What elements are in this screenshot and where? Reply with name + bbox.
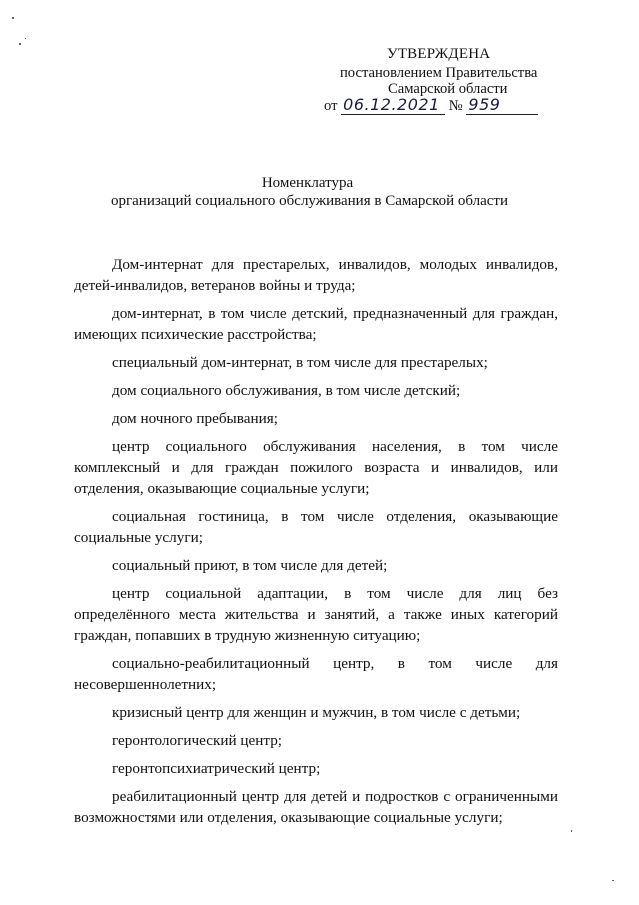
number-prefix: № [448, 98, 463, 114]
approval-region-line: Самарской области [388, 81, 508, 97]
list-item: дом социального обслуживания, в том числе детский; [112, 382, 461, 399]
list-item: реабилитационный центр для детей и подростков с ограниченными возможностями или отделения, оказывающие социальные услуги; [74, 788, 558, 826]
approval-date: 06.12.2021 [343, 95, 440, 114]
scan-speck [19, 43, 21, 45]
list-item: специальный дом-интернат, в том числе для престарелых; [112, 354, 488, 371]
approval-date-row [324, 97, 538, 115]
list-item: геронтопсихиатрический центр; [112, 760, 321, 777]
nomenclature-list [74, 254, 558, 828]
approval-title: УТВЕРЖДЕНА [387, 46, 491, 62]
list-item: кризисный центр для женщин и мужчин, в том числе с детьми; [112, 704, 521, 721]
document-subtitle: организаций социального обслуживания в Самарской области [110, 193, 509, 209]
list-item: центр социальной адаптации, в том числе для лиц без определённого места жительства и занятий, а также иных категорий граждан, попавших в трудную жизненную ситуацию; [74, 585, 558, 644]
list-item: дом ночного пребывания; [112, 410, 278, 427]
approval-date-field [341, 97, 445, 115]
scan-speck [612, 880, 614, 881]
document-title: Номенклатура [261, 175, 354, 191]
list-item: социально-реабилитационный центр, в том числе для несовершеннолетних; [74, 655, 558, 693]
list-item: центр социального обслуживания населения, в том числе комплексный и для граждан пожилого возраста и инвалидов, или отделения, оказывающие социальные услуги; [74, 438, 558, 497]
date-prefix: от [324, 98, 338, 114]
list-item: Дом-интернат для престарелых, инвалидов, молодых инвалидов, детей-инвалидов, ветеранов войны и труда; [74, 256, 558, 294]
approval-issuer-line: постановлением Правительства [340, 65, 538, 81]
scan-speck [25, 38, 26, 39]
list-item: геронтологический центр; [112, 732, 283, 749]
list-item: дом-интернат, в том числе детский, предназначенный для граждан, имеющих психические расстройства; [74, 305, 558, 343]
list-item: социальный приют, в том числе для детей; [112, 557, 388, 574]
scan-speck [12, 17, 14, 19]
scan-speck [571, 830, 572, 832]
list-item: социальная гостиница, в том числе отделения, оказывающие социальные услуги; [74, 508, 558, 546]
approval-number-field [466, 97, 538, 115]
approval-number: 959 [468, 95, 501, 114]
